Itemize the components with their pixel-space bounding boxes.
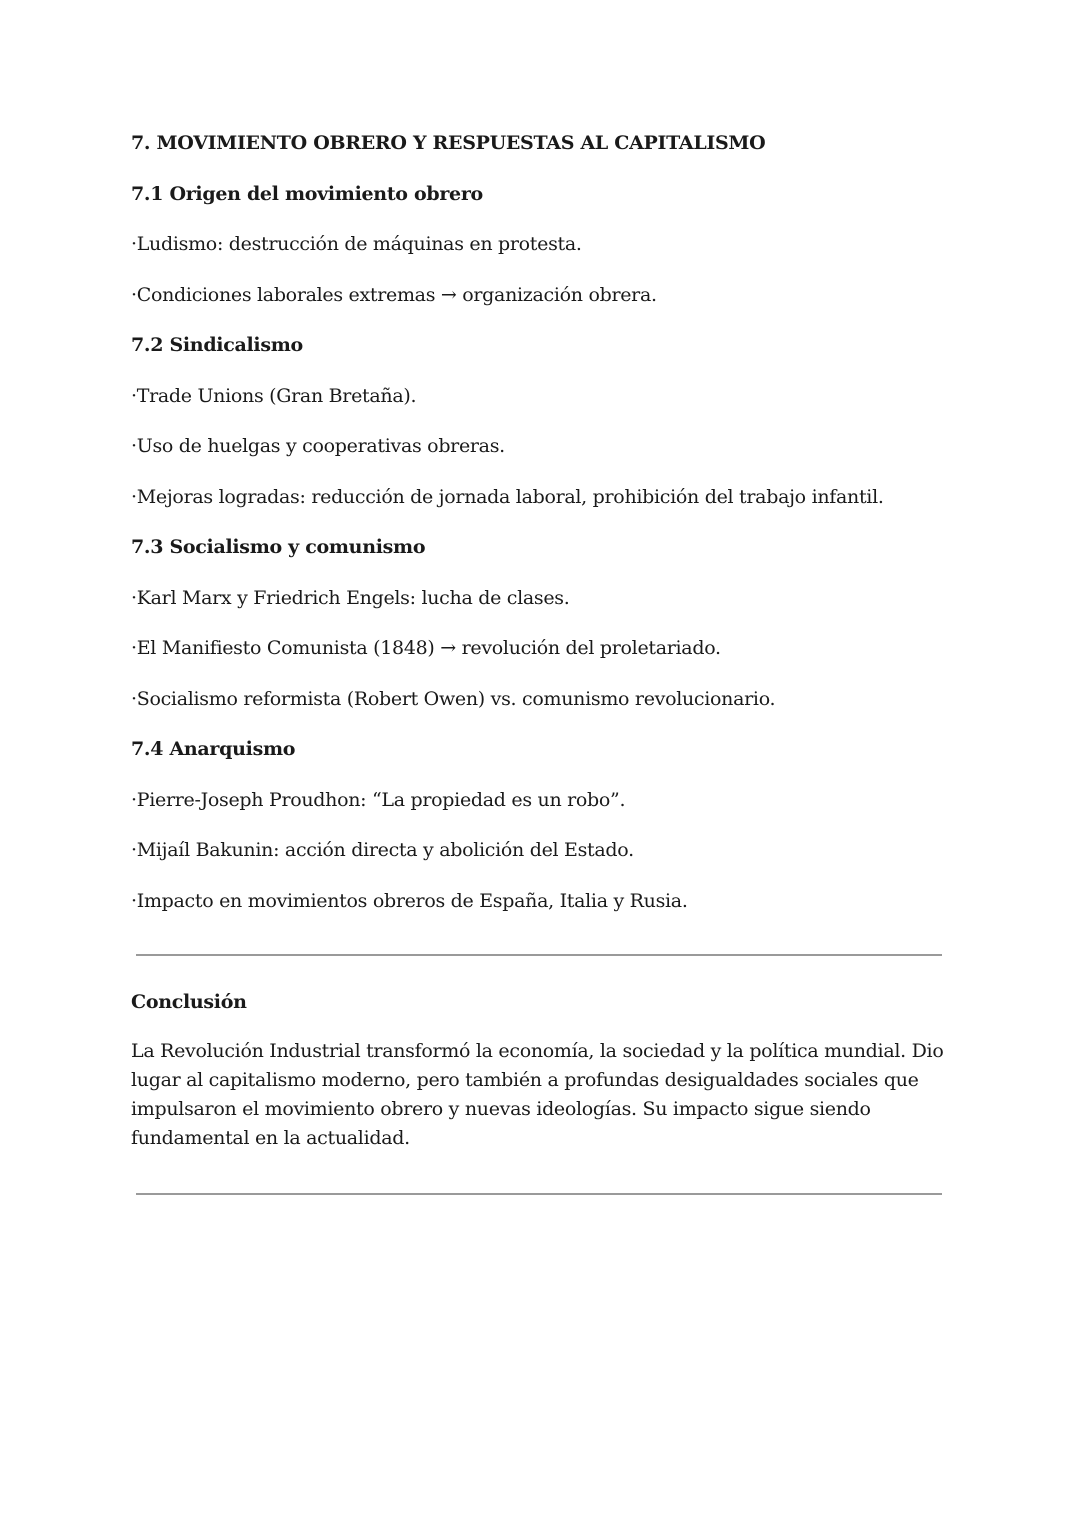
list-item: ·Socialismo reformista (Robert Owen) vs. comunismo revolucionario.: [131, 687, 776, 710]
divider: [136, 954, 942, 956]
conclusion-paragraph: La Revolución Industrial transformó la economía, la sociedad y la política mundial. Dio lugar al capitalismo moderno, pero también a profundas desigualdades sociales que impulsaron el movimiento obrero y nuevas ideologías. Su impacto sigue siendo fundamental en la actualidad.: [131, 1040, 944, 1149]
subsection-heading: 7.1 Origen del movimiento obrero: [131, 182, 483, 205]
divider: [136, 1193, 942, 1195]
list-item: ·Mejoras logradas: reducción de jornada laboral, prohibición del trabajo infantil.: [131, 485, 884, 508]
list-item: ·Ludismo: destrucción de máquinas en protesta.: [131, 233, 582, 255]
list-item: ·Uso de huelgas y cooperativas obreras.: [131, 435, 505, 457]
list-item: ·El Manifiesto Comunista (1848) → revolución del proletariado.: [131, 637, 721, 659]
conclusion-heading: Conclusión: [131, 991, 247, 1013]
list-item: ·Karl Marx y Friedrich Engels: lucha de clases.: [131, 586, 570, 609]
list-item: ·Condiciones laborales extremas → organización obrera.: [131, 283, 657, 306]
list-item: ·Impacto en movimientos obreros de España, Italia y Rusia.: [131, 889, 688, 912]
subsection-heading: 7.3 Socialismo y comunismo: [131, 536, 426, 558]
section-title: 7. MOVIMIENTO OBRERO Y RESPUESTAS AL CAPITALISMO: [131, 132, 766, 154]
list-item: ·Trade Unions (Gran Bretaña).: [131, 384, 417, 407]
subsection-heading: 7.2 Sindicalismo: [131, 334, 303, 356]
list-item: ·Mijaíl Bakunin: acción directa y abolición del Estado.: [131, 839, 634, 861]
document-body: [131, 118, 951, 926]
subsection-heading: 7.4 Anarquismo: [131, 738, 296, 760]
list-item: ·Pierre-Joseph Proudhon: “La propiedad es un robo”.: [131, 788, 626, 811]
